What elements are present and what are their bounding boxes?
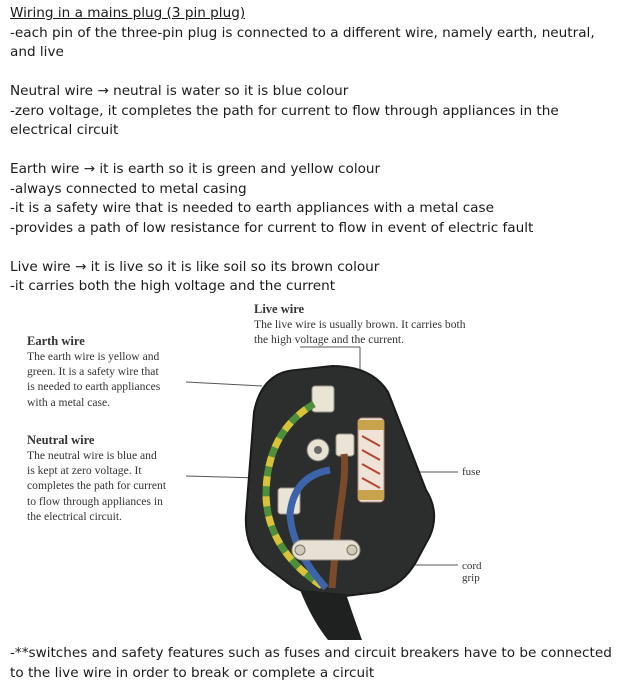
- neutral-heading: Neutral wire → neutral is water so it is blue colour: [10, 83, 349, 99]
- neutral-wire-desc-line: the electrical circuit.: [27, 509, 122, 523]
- intro-text: -each pin of the three-pin plug is connected to a different wire, namely earth, neutral, and live: [10, 24, 595, 60]
- earth-point: -provides a path of low resistance for current to flow in event of electric fault: [10, 219, 534, 236]
- earth-heading: Earth wire → it is earth so it is green and yellow colour: [10, 161, 381, 177]
- notes: [10, 4, 622, 297]
- earth-wire-title: Earth wire: [27, 334, 85, 348]
- cord-grip-screw: [347, 545, 357, 555]
- cord-grip-label-line: grip: [462, 572, 480, 584]
- neutral-wire-desc-line: The neutral wire is blue and: [27, 449, 157, 462]
- footer-text: -**switches and safety features such as fuses and circuit breakers have to be connected to the live wire in order to break or complete a circuit: [10, 645, 612, 681]
- notes-title: Wiring in a mains plug (3 pin plug): [10, 5, 246, 21]
- neutral-wire-title: Neutral wire: [27, 433, 95, 447]
- neutral-wire-desc-line: is kept at zero voltage. It: [27, 464, 142, 478]
- plug-illustration: [0, 300, 631, 640]
- earth-leader-line: [186, 382, 262, 386]
- live-heading: Live wire → it is live so it is like soil so its brown colour: [10, 258, 380, 275]
- live-point: -it carries both the high voltage and the current: [10, 278, 336, 294]
- earth-wire-desc-line: green. It is a safety wire that: [27, 365, 159, 379]
- cord-grip-label: [462, 560, 482, 584]
- cord-grip-screw: [295, 545, 305, 555]
- live-terminal: [336, 434, 354, 456]
- centre-screw-hole: [314, 446, 322, 454]
- neutral-leader-line: [186, 476, 258, 478]
- live-wire-desc-line: the high voltage and the current.: [254, 333, 405, 347]
- live-wire-title: Live wire: [254, 302, 305, 316]
- footer-note: [10, 644, 622, 683]
- fuse-cap: [358, 420, 384, 430]
- live-wire-desc-line: The live wire is usually brown. It carries both: [254, 318, 466, 331]
- fuse-label: fuse: [462, 466, 481, 478]
- earth-terminal: [312, 386, 334, 412]
- cord-grip-label-line: cord: [462, 560, 482, 572]
- neutral-wire-desc-line: completes the path for current: [27, 479, 167, 493]
- fuse: [358, 418, 384, 502]
- neutral-wire-desc-line: to flow through appliances in: [27, 494, 163, 508]
- neutral-point: -zero voltage, it completes the path for current to flow through appliances in the electrical circuit: [10, 102, 559, 138]
- plug-body: [246, 366, 434, 596]
- fuse-cap: [358, 490, 384, 500]
- earth-wire-desc-line: The earth wire is yellow and: [27, 350, 160, 363]
- earth-wire-desc-line: is needed to earth appliances: [27, 380, 161, 394]
- cord: [300, 590, 362, 640]
- earth-wire-desc-line: with a metal case.: [27, 395, 111, 409]
- plug-diagram: [0, 300, 631, 640]
- earth-point: -always connected to metal casing: [10, 180, 247, 197]
- earth-point: -it is a safety wire that is needed to earth appliances with a metal case: [10, 200, 494, 216]
